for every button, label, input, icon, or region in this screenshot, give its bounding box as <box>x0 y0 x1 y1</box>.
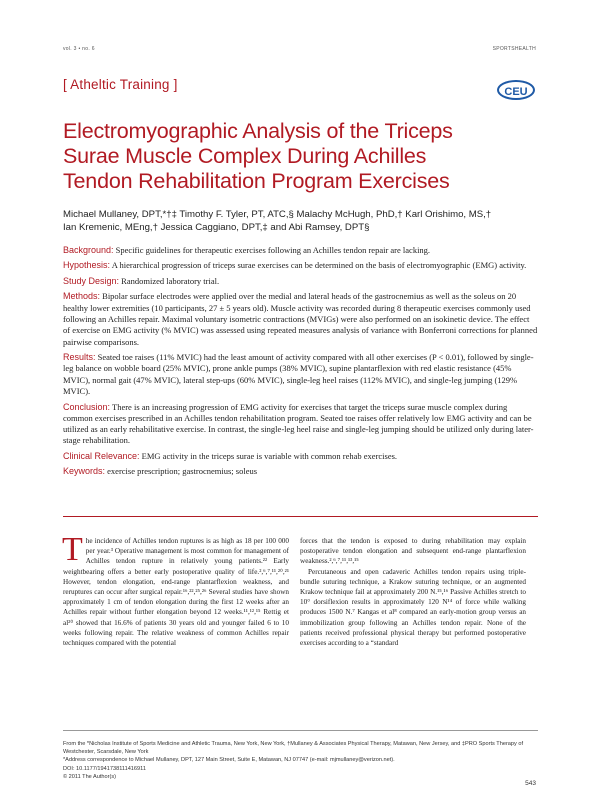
title-line: Surae Muscle Complex During Achilles <box>63 144 427 168</box>
drop-cap: T <box>62 531 83 568</box>
title-line: Tendon Rehabilitation Program Exercises <box>63 169 450 193</box>
article-title <box>63 119 543 194</box>
abstract-text: A hierarchical progression of triceps surae exercises can be determined on the basis of electromyographic (EMG) activity. <box>111 260 527 271</box>
copyright: © 2011 The Author(s) <box>63 773 117 780</box>
abstract-background <box>63 245 538 256</box>
abstract-keywords <box>63 466 538 477</box>
journal-volume-issue: vol. 3 • no. 6 <box>63 46 95 52</box>
body-column-right <box>300 536 526 648</box>
ceu-badge: CEU <box>497 80 535 100</box>
body-paragraph <box>62 531 289 648</box>
abstract-label: Background: <box>63 245 114 255</box>
authors-line: Ian Kremenic, MEng,† Jessica Caggiano, DPT,‡ and Abi Ramsey, DPT§ <box>63 222 370 233</box>
title-line: Electromyographic Analysis of the Triceps <box>63 119 453 143</box>
footnotes <box>63 740 538 781</box>
authors-line: Michael Mullaney, DPT,*†‡ Timothy F. Tyler, PT, ATC,§ Malachy McHugh, PhD,† Karl Orishimo, MS,† <box>63 209 492 220</box>
abstract-label: Results: <box>63 352 96 363</box>
abstract-label: Conclusion: <box>63 401 111 412</box>
page-number: 543 <box>525 780 536 787</box>
abstract-text: exercise prescription; gastrocnemius; soleus <box>107 466 258 477</box>
body-paragraph: forces that the tendon is exposed to during rehabilitation may explain postoperative tendon elongation and subsequent end-range plantarflexion weakness.²,⁶,⁷,¹¹,¹³,¹⁵ <box>300 537 526 566</box>
abstract-label: Keywords: <box>63 466 106 477</box>
body-column-left <box>62 531 289 648</box>
body-paragraph: Percutaneous and open cadaveric Achilles tendon repairs using triple-bundle suturing technique, a Krakow suturing technique, or an augmented Krakow technique fail at approximately 200 N.¹⁵,¹⁶ Passive Achilles stretch to 10° dorsiflexion results in approximately 120 N¹⁴ of force while walking produces 1500 N.⁷ Kangas et al⁸ compared an early-motion group versus an immobilization group following an Achilles tendon repair. None of the patients received professional physical therapy but performed postoperative exercises according to a “standard <box>300 567 526 648</box>
section-divider <box>63 516 538 517</box>
section-tag: [ Atheltic Training ] <box>63 77 178 92</box>
abstract-text: Seated toe raises (11% MVIC) had the least amount of activity compared with all other exercises (P < 0.01), followed by single-leg balance on wobble board (25% MVIC), prone ankle pumps (38% MVIC), supine plantarflexion with red elastic resistance (45% MVIC), normal gait (47% MVIC), lateral step-ups (60% MVIC), single-leg heel raises (112% MVIC), and single-leg jumping (129% MVIC). <box>63 352 534 397</box>
abstract-methods <box>63 291 538 347</box>
abstract-label: Methods: <box>63 291 101 302</box>
abstract <box>63 245 538 482</box>
abstract-text: Specific guidelines for therapeutic exercises following an Achilles tendon repair are lacking. <box>115 245 431 255</box>
abstract-hypothesis <box>63 260 538 271</box>
body-text: he incidence of Achilles tendon ruptures is as high as 18 per 100 000 per year.³ Operative management is most common for management of Achilles tendon rupture in relatively young patients.²² Early weightbearing offers a better early postoperative quality of life.²,⁶,⁷,¹¹,²⁰,²¹ However, tendon elongation, end-range plantarflexion weakness, and reruptures can occur after surgical repair.¹⁶,²²,²⁵,²⁶ Several studies have shown approximately 1 cm of tendon elongation during the first 12 weeks after an Achilles repair without further elongation beyond 12 weeks.¹¹,¹²,¹⁵ Rettig et al²⁰ showed that 16.6% of patients 30 years old and younger failed 6 to 10 weeks following repair. The relative weakness of common Achilles repair techniques compared with the potential <box>63 537 289 648</box>
author-list <box>63 208 543 234</box>
journal-name: SPORTSHEALTH <box>492 46 536 52</box>
abstract-label: Clinical Relevance: <box>63 450 140 461</box>
correspondence-note: *Address correspondence to Michael Mullaney, DPT, 127 Main Street, Suite E, Matawan, NJ 07747 (e-mail: mjmullaney@verizon.net). <box>63 757 395 764</box>
abstract-label: Hypothesis: <box>63 260 111 271</box>
abstract-text: EMG activity in the triceps surae is variable with common rehab exercises. <box>141 450 398 461</box>
abstract-results <box>63 352 538 397</box>
footnote-divider <box>63 730 538 731</box>
abstract-label: Study Design: <box>63 275 120 286</box>
affiliation-note: From the *Nicholas Institute of Sports Medicine and Athletic Trauma, New York, New York, †Mullaney & Associates Physical Therapy, Matawan, New Jersey, and ‡PRO Sports Therapy of Westchester, Scarsdale, New York <box>63 741 524 756</box>
abstract-text: Bipolar surface electrodes were applied over the medial and lateral heads of the gastrocnemius as well as the soleus on 20 healthy lower extremities (10 participants, 27 ± 5 years old). Muscle activity was recorded during 8 therapeutic exercises commonly used following an Achilles repair. Maximal voluntary isometric contractions (MVIGs) were also performed on an isokinetic device. The effect of exercise on EMG activity (% MVIC) was assessed using repeated measures analysis of variance with Bonferroni corrections for planned pairwise comparisons. <box>63 291 538 347</box>
abstract-clinical-relevance <box>63 451 538 462</box>
abstract-conclusion <box>63 402 538 447</box>
doi: DOI: 10.1177/1941738111416911 <box>63 765 146 772</box>
section-tag-label: Atheltic Training <box>70 77 170 92</box>
abstract-text: Randomized laboratory trial. <box>121 275 220 286</box>
abstract-text: There is an increasing progression of EMG activity for exercises that target the triceps surae muscle complex during common exercises prescribed in an Achilles tendon rehabilitation program. Seated toe raises offer relatively low EMG activity and can be utilized as an early rehabilitative exercise. In contrast, the single-leg heel raise and single-leg jumping should be utilized only during later-stage rehabilitation. <box>63 401 534 446</box>
abstract-study-design <box>63 276 538 287</box>
